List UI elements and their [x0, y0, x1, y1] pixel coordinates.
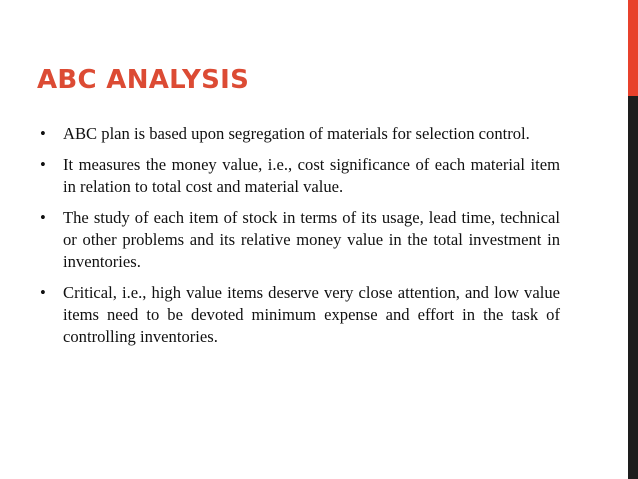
bullet-item: [40, 207, 560, 273]
bullet-item: [40, 282, 560, 348]
accent-side-bar: [628, 0, 638, 479]
bullet-marker: •: [40, 155, 46, 174]
bullet-list: [40, 123, 560, 357]
bullet-marker: •: [40, 124, 46, 143]
bullet-text: It measures the money value, i.e., cost significance of each material item in relation to total cost and material value.: [63, 155, 560, 196]
bullet-text: ABC plan is based upon segregation of materials for selection control.: [63, 124, 530, 143]
accent-bar-bottom: [628, 96, 638, 479]
bullet-text: The study of each item of stock in terms of its usage, lead time, technical or other problems and its relative money value in the total investment in inventories.: [63, 208, 560, 271]
bullet-item: [40, 123, 560, 145]
accent-bar-top: [628, 0, 638, 96]
bullet-marker: •: [40, 283, 46, 302]
bullet-marker: •: [40, 208, 46, 227]
bullet-text: Critical, i.e., high value items deserve very close attention, and low value items need to be devoted minimum expense and effort in the task of controlling inventories.: [63, 283, 560, 346]
bullet-item: [40, 154, 560, 198]
slide-title: ABC ANALYSIS: [37, 65, 250, 95]
